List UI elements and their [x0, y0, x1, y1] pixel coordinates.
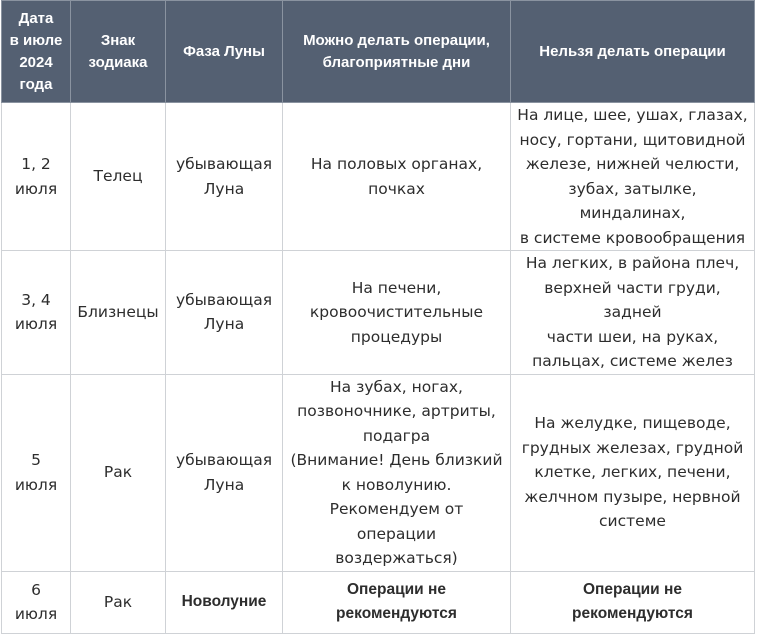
- forbidden-operations-cell: На легких, в района плеч, верхней части груди, задней части шеи, на руках, пальцах, системе желез: [511, 251, 755, 375]
- date-cell: 3, 4 июля: [2, 251, 71, 375]
- table-header-row: [2, 1, 755, 103]
- moon-phase-cell: убывающая Луна: [166, 103, 283, 251]
- moon-phase-cell: убывающая Луна: [166, 251, 283, 375]
- table-row: [2, 571, 755, 633]
- date-cell: 1, 2 июля: [2, 103, 71, 251]
- moon-phase-cell: убывающая Луна: [166, 374, 283, 571]
- forbidden-operations-cell: На желудке, пищеводе, грудных железах, грудной клетке, легких, печени, желчном пузыре, нервной системе: [511, 374, 755, 571]
- forbidden-operations-cell: Операции не рекомендуются: [511, 571, 755, 633]
- allowed-operations-cell: На зубах, ногах, позвоночнике, артриты, подагра (Внимание! День близкий к новолунию. Рекомендуем от операции воздержаться): [283, 374, 511, 571]
- header-moon-phase: Фаза Луны: [166, 1, 283, 103]
- table-row: [2, 251, 755, 375]
- allowed-operations-cell: На половых органах, почках: [283, 103, 511, 251]
- zodiac-sign-cell: Рак: [71, 571, 166, 633]
- forbidden-operations-cell: На лице, шее, ушах, глазах, носу, гортани, щитовидной железе, нижней челюсти, зубах, затылке, миндалинах, в системе кровообращения: [511, 103, 755, 251]
- date-cell: 5 июля: [2, 374, 71, 571]
- zodiac-sign-cell: Телец: [71, 103, 166, 251]
- allowed-operations-cell: Операции не рекомендуются: [283, 571, 511, 633]
- header-forbidden-operations: Нельзя делать операции: [511, 1, 755, 103]
- header-zodiac-sign: Знак зодиака: [71, 1, 166, 103]
- header-date: Дата в июле 2024 года: [2, 1, 71, 103]
- table-row: [2, 374, 755, 571]
- date-cell: 6 июля: [2, 571, 71, 633]
- new-moon-phase-cell: Новолуние: [166, 571, 283, 633]
- header-allowed-operations: Можно делать операции, благоприятные дни: [283, 1, 511, 103]
- zodiac-sign-cell: Близнецы: [71, 251, 166, 375]
- surgery-calendar-table: [1, 0, 755, 634]
- zodiac-sign-cell: Рак: [71, 374, 166, 571]
- allowed-operations-cell: На печени, кровоочистительные процедуры: [283, 251, 511, 375]
- table-row: [2, 103, 755, 251]
